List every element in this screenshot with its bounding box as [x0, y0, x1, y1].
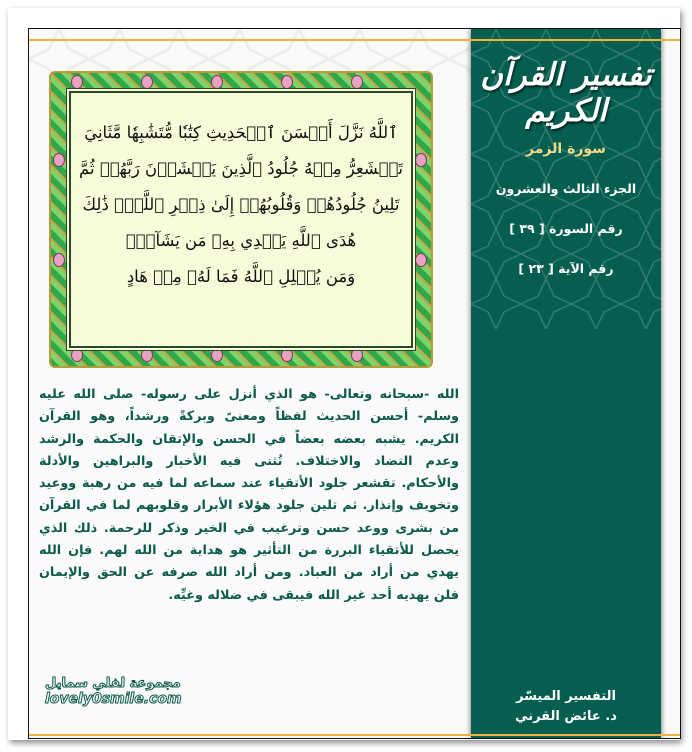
flower-ornament-icon	[141, 348, 153, 362]
ayah-number: رقم الآية [ ٢٣ ]	[518, 261, 614, 276]
flower-ornament-icon	[141, 75, 153, 89]
watermark	[45, 676, 182, 707]
flower-ornament-icon	[351, 75, 363, 89]
verse-line: تَقۡشَعِرُّ مِنۡهُ جُلُودُ ٱلَّذِينَ يَخۡشَوۡنَ رَبَّهُمۡ ثُمَّ	[79, 159, 403, 178]
flower-ornament-icon	[415, 153, 427, 167]
flower-ornament-icon	[281, 348, 293, 362]
surah-number: رقم السورة [ ٣٩ ]	[509, 221, 623, 236]
sidebar-panel	[471, 29, 661, 738]
flower-ornament-icon	[211, 75, 223, 89]
verse-text	[71, 93, 411, 295]
juz-label: الجزء الثالث والعشرون	[495, 181, 637, 196]
flower-ornament-icon	[211, 348, 223, 362]
credit-title: التفسير الميسّر	[516, 689, 616, 704]
credit-author: د. عائض القرني	[515, 709, 617, 724]
flower-ornament-icon	[351, 348, 363, 362]
content-frame	[28, 28, 681, 739]
verse-box	[69, 91, 413, 348]
verse-line: هُدَى ٱللَّهِ يَهۡدِي بِهِۦ مَن يَشَآءُۚ	[125, 231, 357, 250]
flower-ornament-icon	[415, 253, 427, 267]
surah-name: سورة الزمر	[526, 141, 606, 157]
flower-ornament-icon	[53, 153, 65, 167]
page-card	[8, 8, 680, 740]
verse-line: وَمَن يُضۡلِلِ ٱللَّهُ فَمَا لَهُۥ مِنۡ هَادٍ	[126, 267, 356, 286]
gold-divider-bottom	[29, 734, 680, 736]
flower-ornament-icon	[71, 348, 83, 362]
verse-line: تَلِينُ جُلُودُهُمۡ وَقُلُوبُهُمۡ إِلَىٰ ذِكۡرِ ٱللَّهِۚ ذَٰلِكَ	[82, 195, 400, 214]
logo-title: تفسير القرآن الكريم	[480, 57, 652, 129]
tafsir-text: الله -سبحانه وتعالى- هو الذي أنزل على رسوله- صلى الله عليه وسلم- أحسن الحديث لفظاً ومعنىً وبركةً ورشداً، وهو القرآن الكريم. يشبه بعضه بعضاً في الحسن والإتقان والحكمة والرشد وعدم التضاد والاختلاف. تُثنى فيه الأخبار والبراهين والأدلة والأحكام. تقشعر جلود الأتقياء عند سماعه لما فيه من رهبة ووعيد وتخويف وإنذار. ثم تلين جلود هؤلاء الأبرار وقلوبهم لما في القرآن من بشرى ووعد حسن وترغيب في الخير وذكر للرحمة. ذلك الذي يحصل للأتقياء البررة من التأثير هو هداية من الله لهم. فإن الله يهدي من أراد من العباد. ومن أراد الله صرفه عن الحق والإيمان فلن يهديه أحد غير الله فيبقى في ضلاله وغيِّه.	[39, 387, 459, 603]
verse-ornamental-frame	[49, 71, 433, 368]
watermark-site: lovely0smile.com	[45, 691, 182, 707]
flower-ornament-icon	[71, 75, 83, 89]
flower-ornament-icon	[53, 253, 65, 267]
gold-divider-top	[29, 39, 680, 41]
watermark-arabic: مجموعة لفلي سمايل	[45, 676, 181, 691]
verse-line: ٱللَّهُ نَزَّلَ أَحۡسَنَ ٱلۡحَدِيثِ كِتَٰبٗا مُّتَشَٰبِهٗا مَّثَانِيَ	[84, 123, 398, 142]
flower-ornament-icon	[281, 75, 293, 89]
